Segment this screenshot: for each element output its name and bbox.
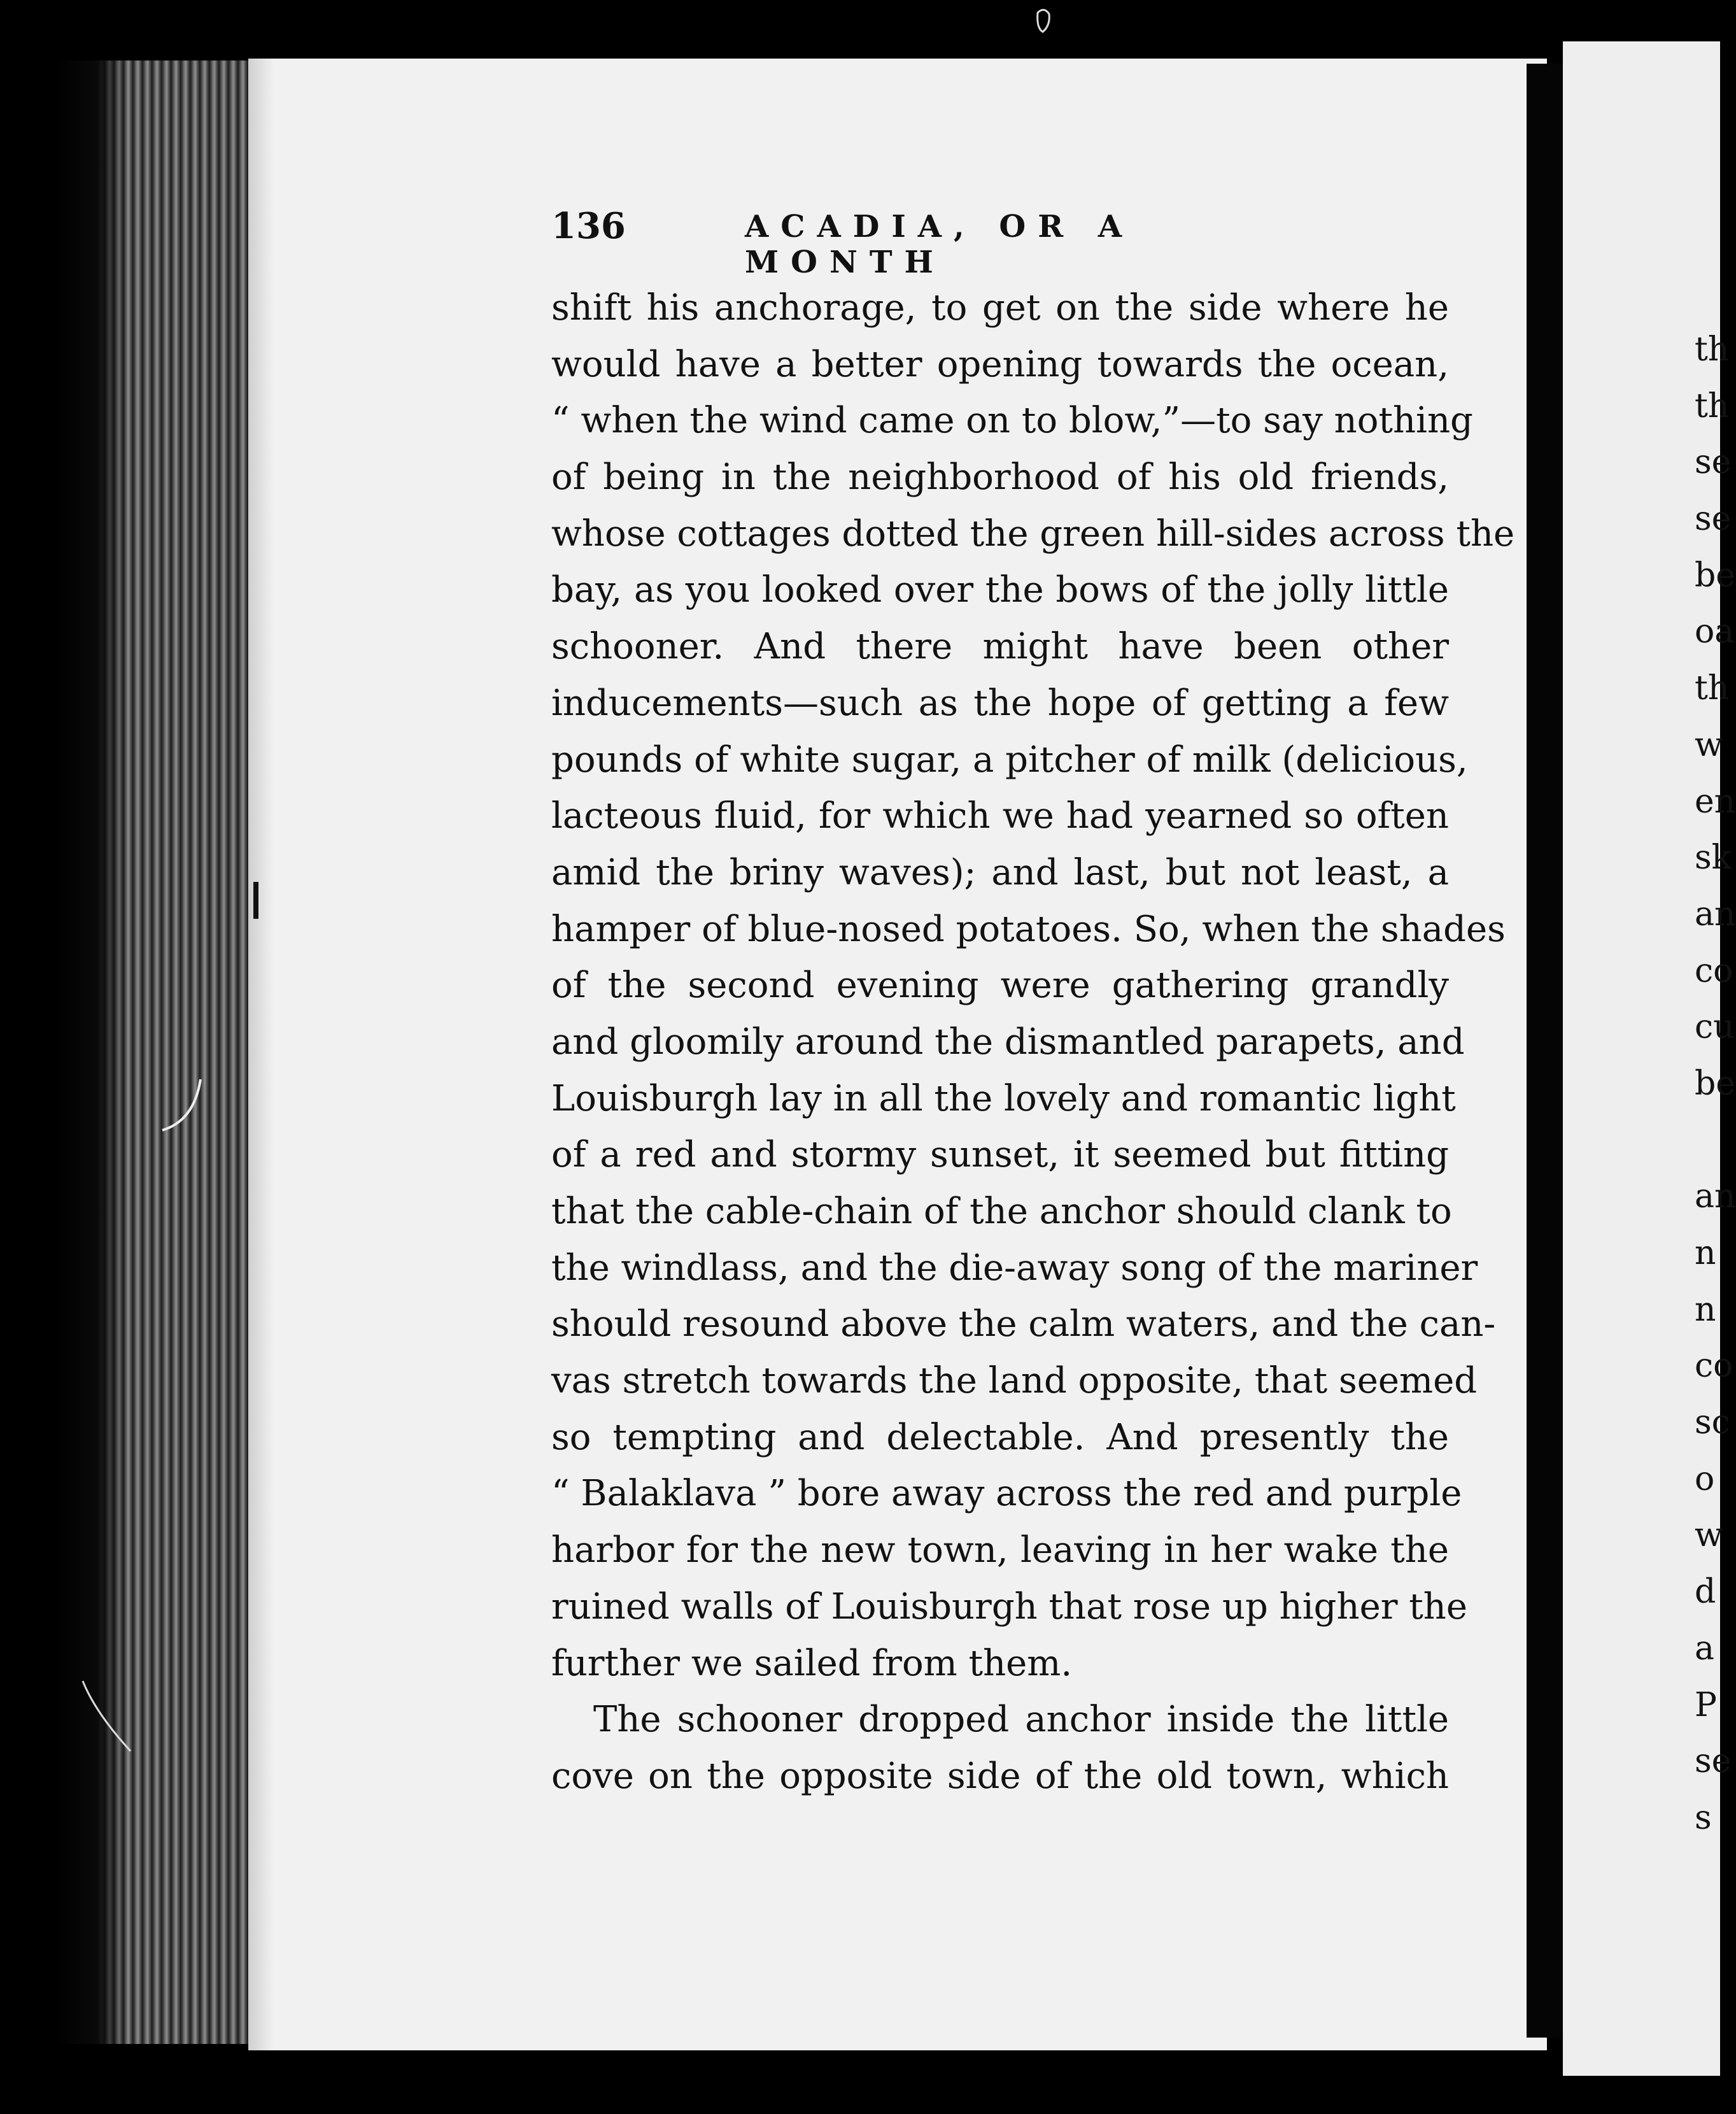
text-line: of a red and stormy sunset, it seemed but fitting [551,1134,1449,1176]
opposite-line-fragment: s [1695,1798,1712,1837]
text-line: that the cable-chain of the anchor should clank to [551,1191,1452,1232]
paragraph [551,1692,1449,1805]
text-line: “ Balaklava ” bore away across the red and purple [551,1473,1462,1515]
text-line: bay, as you looked over the bows of the jolly little [551,569,1449,611]
opposite-page-text-fragments [1695,322,1736,1847]
opposite-line-fragment: w [1695,725,1723,764]
opposite-line-fragment [1695,1112,1720,1169]
opposite-line-fragment: co [1695,951,1733,990]
text-line: so tempting and delectable. And presently the [551,1416,1449,1458]
text-line: pounds of white sugar, a pitcher of milk (delicious, [551,739,1468,781]
body-text [551,280,1515,1805]
scan-mark-left-lower [70,1675,140,1757]
opposite-line-fragment: th [1695,387,1730,425]
text-line: hamper of blue-nosed potatoes. So, when the shades [551,908,1506,950]
opposite-line-fragment: sc [1695,1403,1730,1442]
opposite-line-fragment: th [1695,330,1730,369]
opposite-line-fragment: an [1695,1177,1736,1216]
text-line: Louisburgh lay in all the lovely and romantic light [551,1077,1456,1119]
text-line: schooner. And there might have been other [551,626,1449,668]
opposite-line-fragment: o [1695,1459,1715,1498]
opposite-line-fragment: oa [1695,613,1735,651]
opposite-line-fragment: cu [1695,1008,1735,1047]
text-line: further we sailed from them. [551,1642,1073,1684]
opposite-line-fragment: th [1695,669,1730,708]
text-line: whose cottages dotted the green hill-sides across the [551,513,1515,555]
binding-tick [253,882,258,919]
opposite-line-fragment: se [1695,1742,1732,1781]
running-title: ACADIA, OR A MONTH [745,209,1134,280]
scan-mark-top [1031,6,1057,38]
text-line: cove on the opposite side of the old town, which [551,1755,1449,1797]
paragraph [551,280,1515,1692]
text-line: of the second evening were gathering grandly [551,965,1449,1007]
opposite-line-fragment: se [1695,500,1732,539]
text-line: The schooner dropped anchor inside the little [593,1699,1449,1741]
text-line: inducements—such as the hope of getting a few [551,682,1449,724]
text-line: would have a better opening towards the ocean, [551,343,1449,385]
opposite-line-fragment: se [1695,443,1732,482]
opposite-line-fragment: be [1695,1064,1736,1103]
text-line: should resound above the calm waters, and the can- [551,1303,1496,1345]
page-inner-shadow [248,59,274,2050]
opposite-line-fragment: w [1695,1516,1723,1555]
text-line: ruined walls of Louisburgh that rose up higher the [551,1585,1467,1628]
text-line: amid the briny waves); and last, but not least, a [551,851,1449,893]
text-line: “ when the wind came on to blow,”—to say nothing [551,400,1473,442]
opposite-line-fragment: sk [1695,839,1732,877]
opposite-line-fragment: P [1695,1685,1717,1724]
text-line: lacteous fluid, for which we had yearned so often [551,795,1449,837]
text-line: of being in the neighborhood of his old friends, [551,457,1449,499]
page-number: 136 [551,205,626,247]
opposite-line-fragment: d [1695,1573,1716,1612]
text-line: shift his anchorage, to get on the side where he [551,287,1449,329]
running-head [551,205,1283,280]
text-line: and gloomily around the dismantled parapets, and [551,1021,1465,1063]
text-line: the windlass, and the die-away song of the mariner [551,1247,1478,1289]
text-line: vas stretch towards the land opposite, that seemed [551,1360,1478,1402]
opposite-line-fragment: n [1695,1234,1716,1272]
opposite-line-fragment: a [1695,1629,1715,1668]
opposite-line-fragment: co [1695,1347,1733,1386]
page-gutter [1527,64,1566,2038]
scan-mark-left-curve [150,1076,213,1153]
opposite-line-fragment: en [1695,782,1736,821]
opposite-line-fragment: an [1695,895,1736,933]
text-line: harbor for the new town, leaving in her wake the [551,1529,1449,1571]
opposite-line-fragment: n [1695,1290,1716,1329]
opposite-line-fragment: be [1695,556,1736,595]
